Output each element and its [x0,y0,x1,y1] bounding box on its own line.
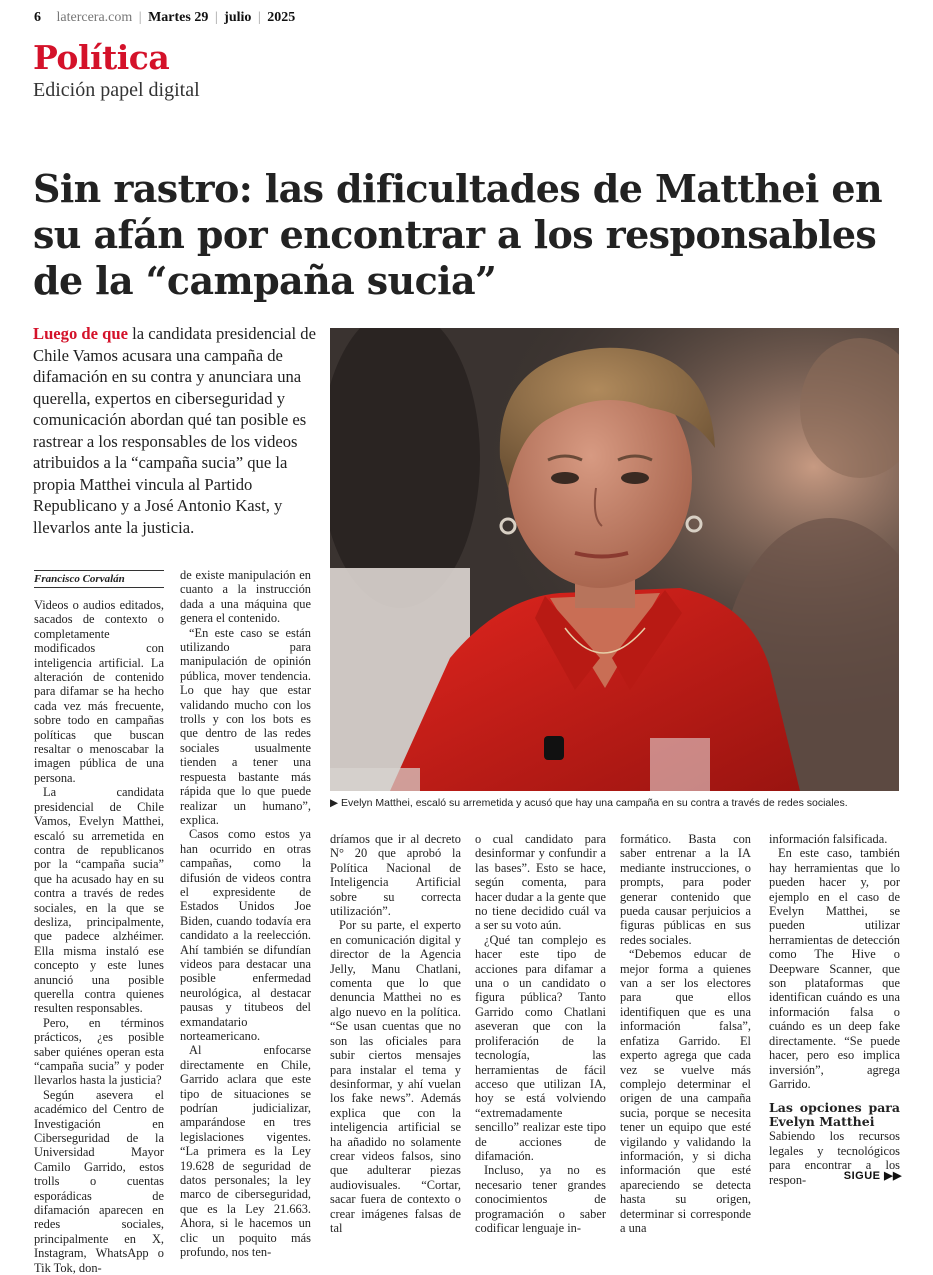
paragraph: En este caso, también hay herramientas que lo pueden hacer y, por ejemplo en el caso de Evelyn Matthei, se pueden utilizar herramientas de detección como The Hive o Deepware Scanner, que son plataformas que identifican cuándo es una información falsa o cuándo es un deep fake directamente. “Se puede hacer, pero eso implica inversión”, agrega Garrido. [769,846,900,1091]
paragraph: Al enfocarse directamente en Chile, Garrido aclara que este tipo de situaciones se podrían judicializar, amparándose en tres legislaciones vigentes. “La primera es la Ley 19.628 de seguridad de datos personales; la ley marco de ciberseguridad, que es la Ley 21.663. Ahora, si le hacemos un clic un poquito más profundo, nos ten- [180,1043,311,1260]
body-column-6 [769,832,900,1187]
paragraph: ¿Qué tan complejo es hacer este tipo de acciones para difamar a una o un candidato o figura pública? Tanto Garrido como Chatlani aseveran que con la proliferación de la tecnología, las herramientas de fácil acceso que utilizan IA, hoy se está volviendo “extremadamente sencillo” realizar este tipo de acciones de difamación. [475,932,606,1163]
paragraph: La candidata presidencial de Chile Vamos, Evelyn Matthei, escaló su arremetida en contra de republicanos por la “campaña sucia” que ha acusado hay en su contra a través de redes sociales, en la que se desliza, principalmente, que padece alzhéimer. Ella misma instaló ese concepto y este lunes anunció una posible querella contra quienes resulten responsables. [34,785,164,1016]
date-day: Martes 29 [148,10,209,25]
body-column-4 [475,832,606,1235]
site-name: latercera.com [56,10,133,25]
photo-caption: ▶ Evelyn Matthei, escaló su arremetida y acusó que hay una campaña en su contra a través de redes sociales. [330,797,848,809]
page-number: 6 [34,10,41,25]
paragraph: Pero, en términos prácticos, ¿es posible saber quiénes operan esta “campaña sucia” y poder llevarlos hasta la justicia? [34,1015,164,1088]
lead-text: la candidata presidencial de Chile Vamos acusara una campaña de difamación en su contra y anunciara una querella, expertos en ciberseguridad y comunicación abordan qué tan posible es rastrear a los responsables de los videos atribuidos a la “campaña sucia” que la propia Matthei vincula al Partido Republicano y a José Antonio Kast, y llevarlos ante la justicia. [33,324,316,537]
date-month: julio [224,10,252,25]
subheading: Las opciones para Evelyn Matthei [769,1100,900,1130]
paragraph: Casos como estos ya han ocurrido en otras campañas, como la difusión de videos contra el expresidente de Estados Unidos Joe Biden, cuando todavía era candidato a la reelección. Ahí también se difundían videos para destacar una posible enfermedad neurológica, al destacar pausas y titubeos del exmandatario norteamericano. [180,827,311,1043]
paragraph: Según asevera el académico del Centro de Investigación en Ciberseguridad de la Universidad Mayor Camilo Garrido, estos trolls o cuentas esporádicas de difamación aparecen en redes sociales, principalmente en X, Instagram, WhatsApp o Tik Tok, don- [34,1087,164,1275]
paragraph: Por su parte, el experto en comunicación digital y director de la Agencia Jelly, Manu Chatlani, comenta que lo que denuncia Matthei no es algo nuevo en la política. “Se usan cuentas que no son las oficiales para subir ciertos mensajes para instalar el tema y desinformar, y ahí vuelan los fake news”. Además explica que con la inteligencia artificial se ha añadido no solamente crear videos falsos, sino que adulterar piezas audiovisuales. “Cortar, sacar fuera de contexto o crear imágenes falsas de tal [330,918,461,1235]
date-year: 2025 [267,10,296,25]
continue-marker: SIGUE ▶▶ [843,1170,902,1182]
paragraph: o cual candidato para desinformar y confundir a las bases”. Esto se hace, según comenta, para hacer dudar a la gente que no tiene decidido cuál va a ser su voto aún. [475,832,606,933]
lead-paragraph [33,323,323,538]
body-column-3 [330,832,461,1235]
paragraph: “En este caso se están utilizando para manipulación de opinión pública, mover tendencia. Lo que hay que estar validando mucho con los trolls y con los bots es que dentro de las redes sociales usualmente tienden a tener una respuesta bastante más rápida que lo que puede realizar un humano”, explica. [180,625,311,827]
byline: Francisco Corvalán [34,570,164,588]
paragraph: Incluso, ya no es necesario tener grandes conocimientos de programación o saber codificar lenguaje in- [475,1163,606,1235]
paragraph: Videos o audios editados, sacados de contexto o completamente modificados con inteligencia artificial. La alteración de contenido para difamar se ha hecho cada vez más frecuente, sobre todo en campañas políticas que buscan resaltar o menoscabar la imagen pública de una persona. [34,598,164,785]
portrait-illustration [330,328,899,791]
article-photo [330,328,899,791]
body-column-5 [620,832,751,1235]
page-header: 6 latercera.com | Martes 29 | julio | 2025 [34,10,296,25]
paragraph: información falsificada. [769,832,888,846]
headline: Sin rastro: las dificultades de Matthei en su afán por encontrar a los responsables de la “campaña sucia” [33,166,883,303]
paragraph: Sabiendo los recursos legales y tecnológicos para encontrar a los respon- [769,1129,900,1187]
lead-kicker: Luego de que [33,324,128,343]
paragraph: dríamos que ir al decreto N° 20 que aprobó la Política Nacional de Inteligencia Artificial sobre su correcta utilización”. [330,832,461,919]
edition-label: Edición papel digital [33,79,200,101]
section-title: Política [33,38,170,77]
paragraph: de existe manipulación en cuanto a la instrucción dada a una máquina que genera el contenido. [180,568,311,626]
paragraph: “Debemos educar de mejor forma a quienes van a ser los electores para que ellos identifiquen que es una información falsa”, enfatiza Garrido. El experto agrega que cada vez se vuelve más complejo determinar el origen de una campaña sucia, porque se necesita tener un equipo que esté vigilando y validando la información, y si dicha información que esté apareciendo se detecta hasta su origen, determinar si corresponde a una [620,947,751,1235]
body-column-2 [180,568,311,1260]
paragraph: formático. Basta con saber entrenar a la IA mediante instrucciones, o prompts, para poder generar contenido que pueda causar perjuicios a figuras públicas en sus redes sociales. [620,832,751,947]
body-column-1 [34,598,164,1275]
